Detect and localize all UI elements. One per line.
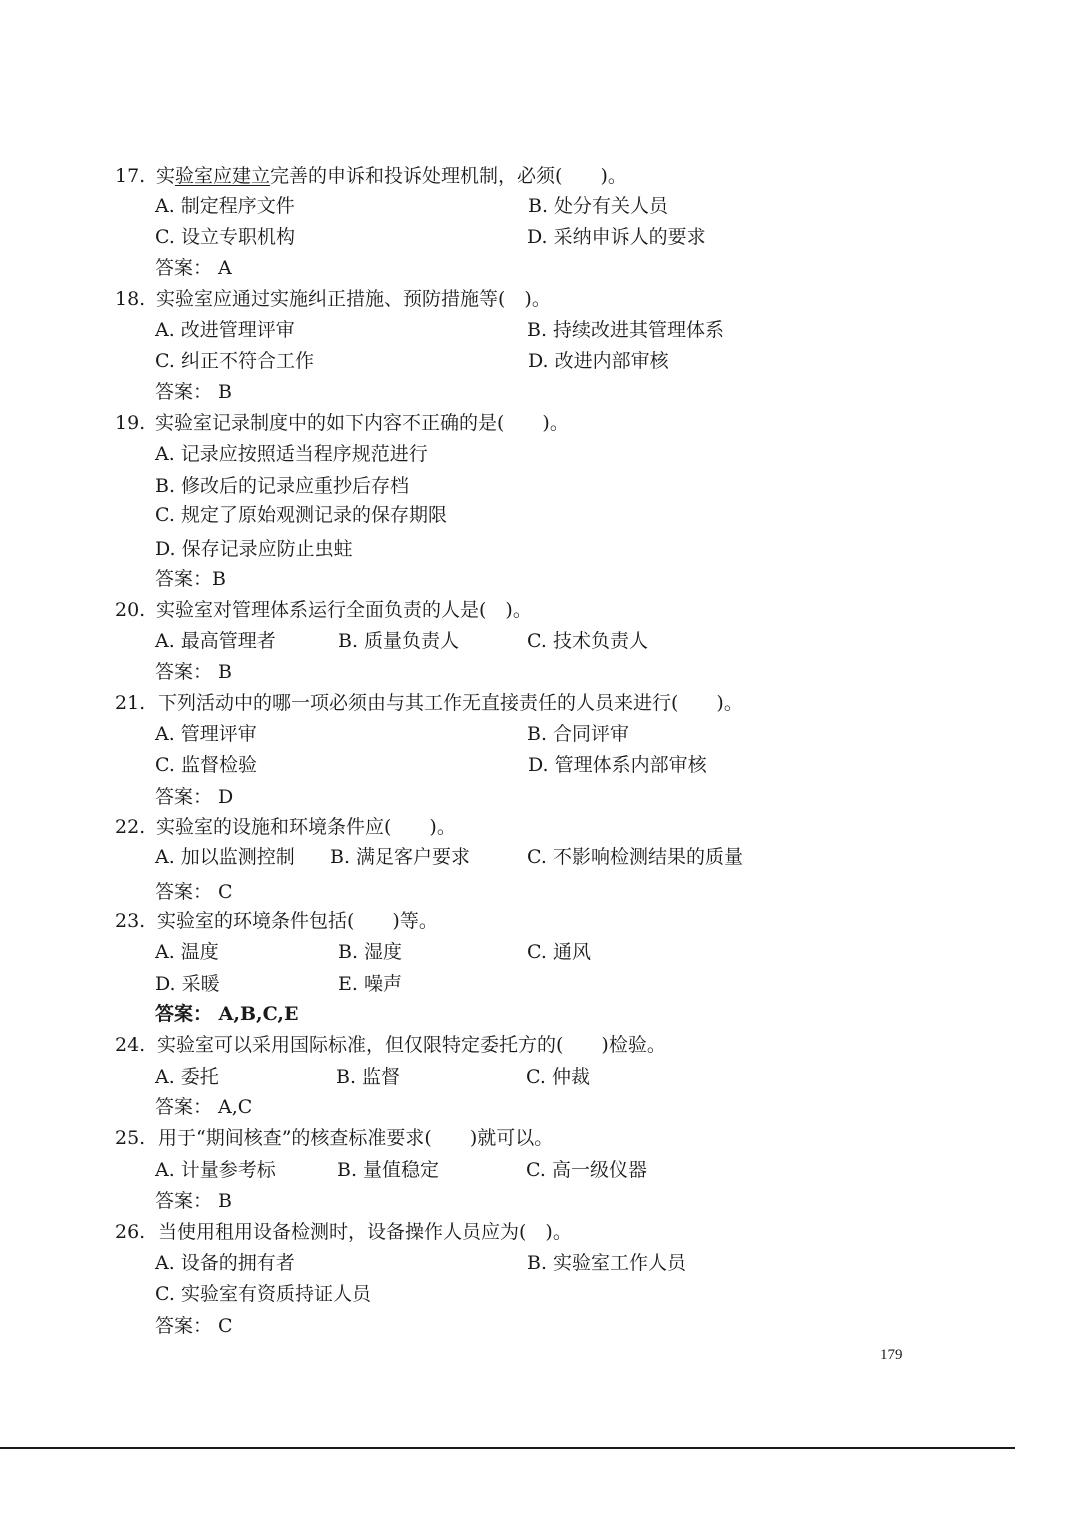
option-b: B. 持续改进其管理体系 [527, 319, 725, 341]
option-c: C. 规定了原始观测记录的保存期限 [155, 504, 447, 526]
option-c: C. 仲裁 [526, 1066, 590, 1088]
option-c: C. 技术负责人 [527, 630, 648, 652]
question-number: 25. [115, 1127, 146, 1149]
answer: 答案： B [155, 1190, 233, 1212]
footer-rule [0, 1447, 1015, 1449]
option-d: D. 采暖 [155, 973, 220, 995]
answer: 答案： A,C [155, 1096, 253, 1118]
option-b: B. 质量负责人 [338, 630, 460, 652]
question-number: 19. [115, 412, 146, 434]
question-number: 23. [115, 910, 146, 932]
option-b: B. 满足客户要求 [330, 846, 471, 868]
option-d: D. 改进内部审核 [528, 350, 669, 372]
option-c: C. 监督检验 [155, 754, 257, 776]
answer: 答案： C [155, 881, 233, 903]
question-stem: 用于“期间核查”的核查标准要求( )就可以。 [158, 1127, 554, 1149]
question-number: 22. [115, 816, 146, 838]
option-b: B. 处分有关人员 [528, 195, 669, 217]
option-c: C. 设立专职机构 [155, 226, 295, 248]
question-stem: 下列活动中的哪一项必须由与其工作无直接责任的人员来进行( )。 [158, 692, 743, 714]
option-a: A. 最高管理者 [155, 630, 276, 652]
option-a: A. 制定程序文件 [155, 195, 295, 217]
option-d: D. 保存记录应防止虫蛀 [155, 538, 353, 560]
option-a: A. 温度 [155, 941, 219, 963]
option-a: A. 委托 [155, 1066, 219, 1088]
answer: 答案： C [155, 1315, 233, 1337]
question-stem: 实验室记录制度中的如下内容不正确的是( )。 [155, 412, 569, 434]
question-number: 24. [115, 1034, 146, 1056]
option-d: D. 采纳申诉人的要求 [527, 226, 706, 248]
option-c: C. 通风 [527, 941, 591, 963]
option-b: B. 修改后的记录应重抄后存档 [155, 475, 410, 497]
option-b: B. 监督 [336, 1066, 401, 1088]
question-stem: 实验室可以采用国际标准，但仅限特定委托方的( )检验。 [157, 1034, 666, 1056]
question-stem: 实验室应通过实施纠正措施、预防措施等( )。 [156, 288, 551, 310]
answer: 答案： A [155, 257, 232, 279]
option-a: A. 改进管理评审 [155, 319, 295, 341]
option-e: E. 噪声 [338, 973, 402, 995]
option-a: A. 加以监测控制 [155, 846, 295, 868]
question-number: 21. [115, 692, 146, 714]
option-c: C. 纠正不符合工作 [155, 350, 314, 372]
page-number: 179 [880, 1347, 903, 1363]
question-stem: 当使用租用设备检测时，设备操作人员应为( )。 [158, 1221, 572, 1243]
question-number: 17. [115, 165, 146, 187]
option-c: C. 不影响检测结果的质量 [527, 846, 743, 868]
question-stem: 实验室的环境条件包括( )等。 [157, 910, 438, 932]
answer: 答案： D [155, 786, 234, 808]
question-stem: 实验室对管理体系运行全面负责的人是( )。 [156, 599, 532, 621]
option-b: B. 量值稳定 [337, 1159, 440, 1181]
option-d: D. 管理体系内部审核 [528, 754, 707, 776]
question-number: 18. [115, 288, 146, 310]
option-b: B. 实验室工作人员 [527, 1252, 687, 1274]
question-stem: 实验室的设施和环境条件应( )。 [156, 816, 456, 838]
answer: 答案： A,B,C,E [155, 1003, 299, 1025]
question-number: 20. [115, 599, 146, 621]
option-b: B. 湿度 [338, 941, 403, 963]
option-c: C. 高一级仪器 [526, 1159, 647, 1181]
question-number: 26. [115, 1221, 146, 1243]
option-b: B. 合同评审 [527, 723, 630, 745]
option-a: A. 设备的拥有者 [155, 1252, 295, 1274]
option-c: C. 实验室有资质持证人员 [155, 1283, 371, 1305]
answer: 答案： B [155, 381, 233, 403]
answer: 答案： B [155, 661, 233, 683]
option-a: A. 计量参考标 [155, 1159, 276, 1181]
question-stem: 实验室应建立完善的申诉和投诉处理机制，必须( )。 [156, 165, 627, 187]
option-a: A. 记录应按照适当程序规范进行 [155, 443, 428, 465]
option-a: A. 管理评审 [155, 723, 257, 745]
answer: 答案：B [155, 568, 226, 590]
